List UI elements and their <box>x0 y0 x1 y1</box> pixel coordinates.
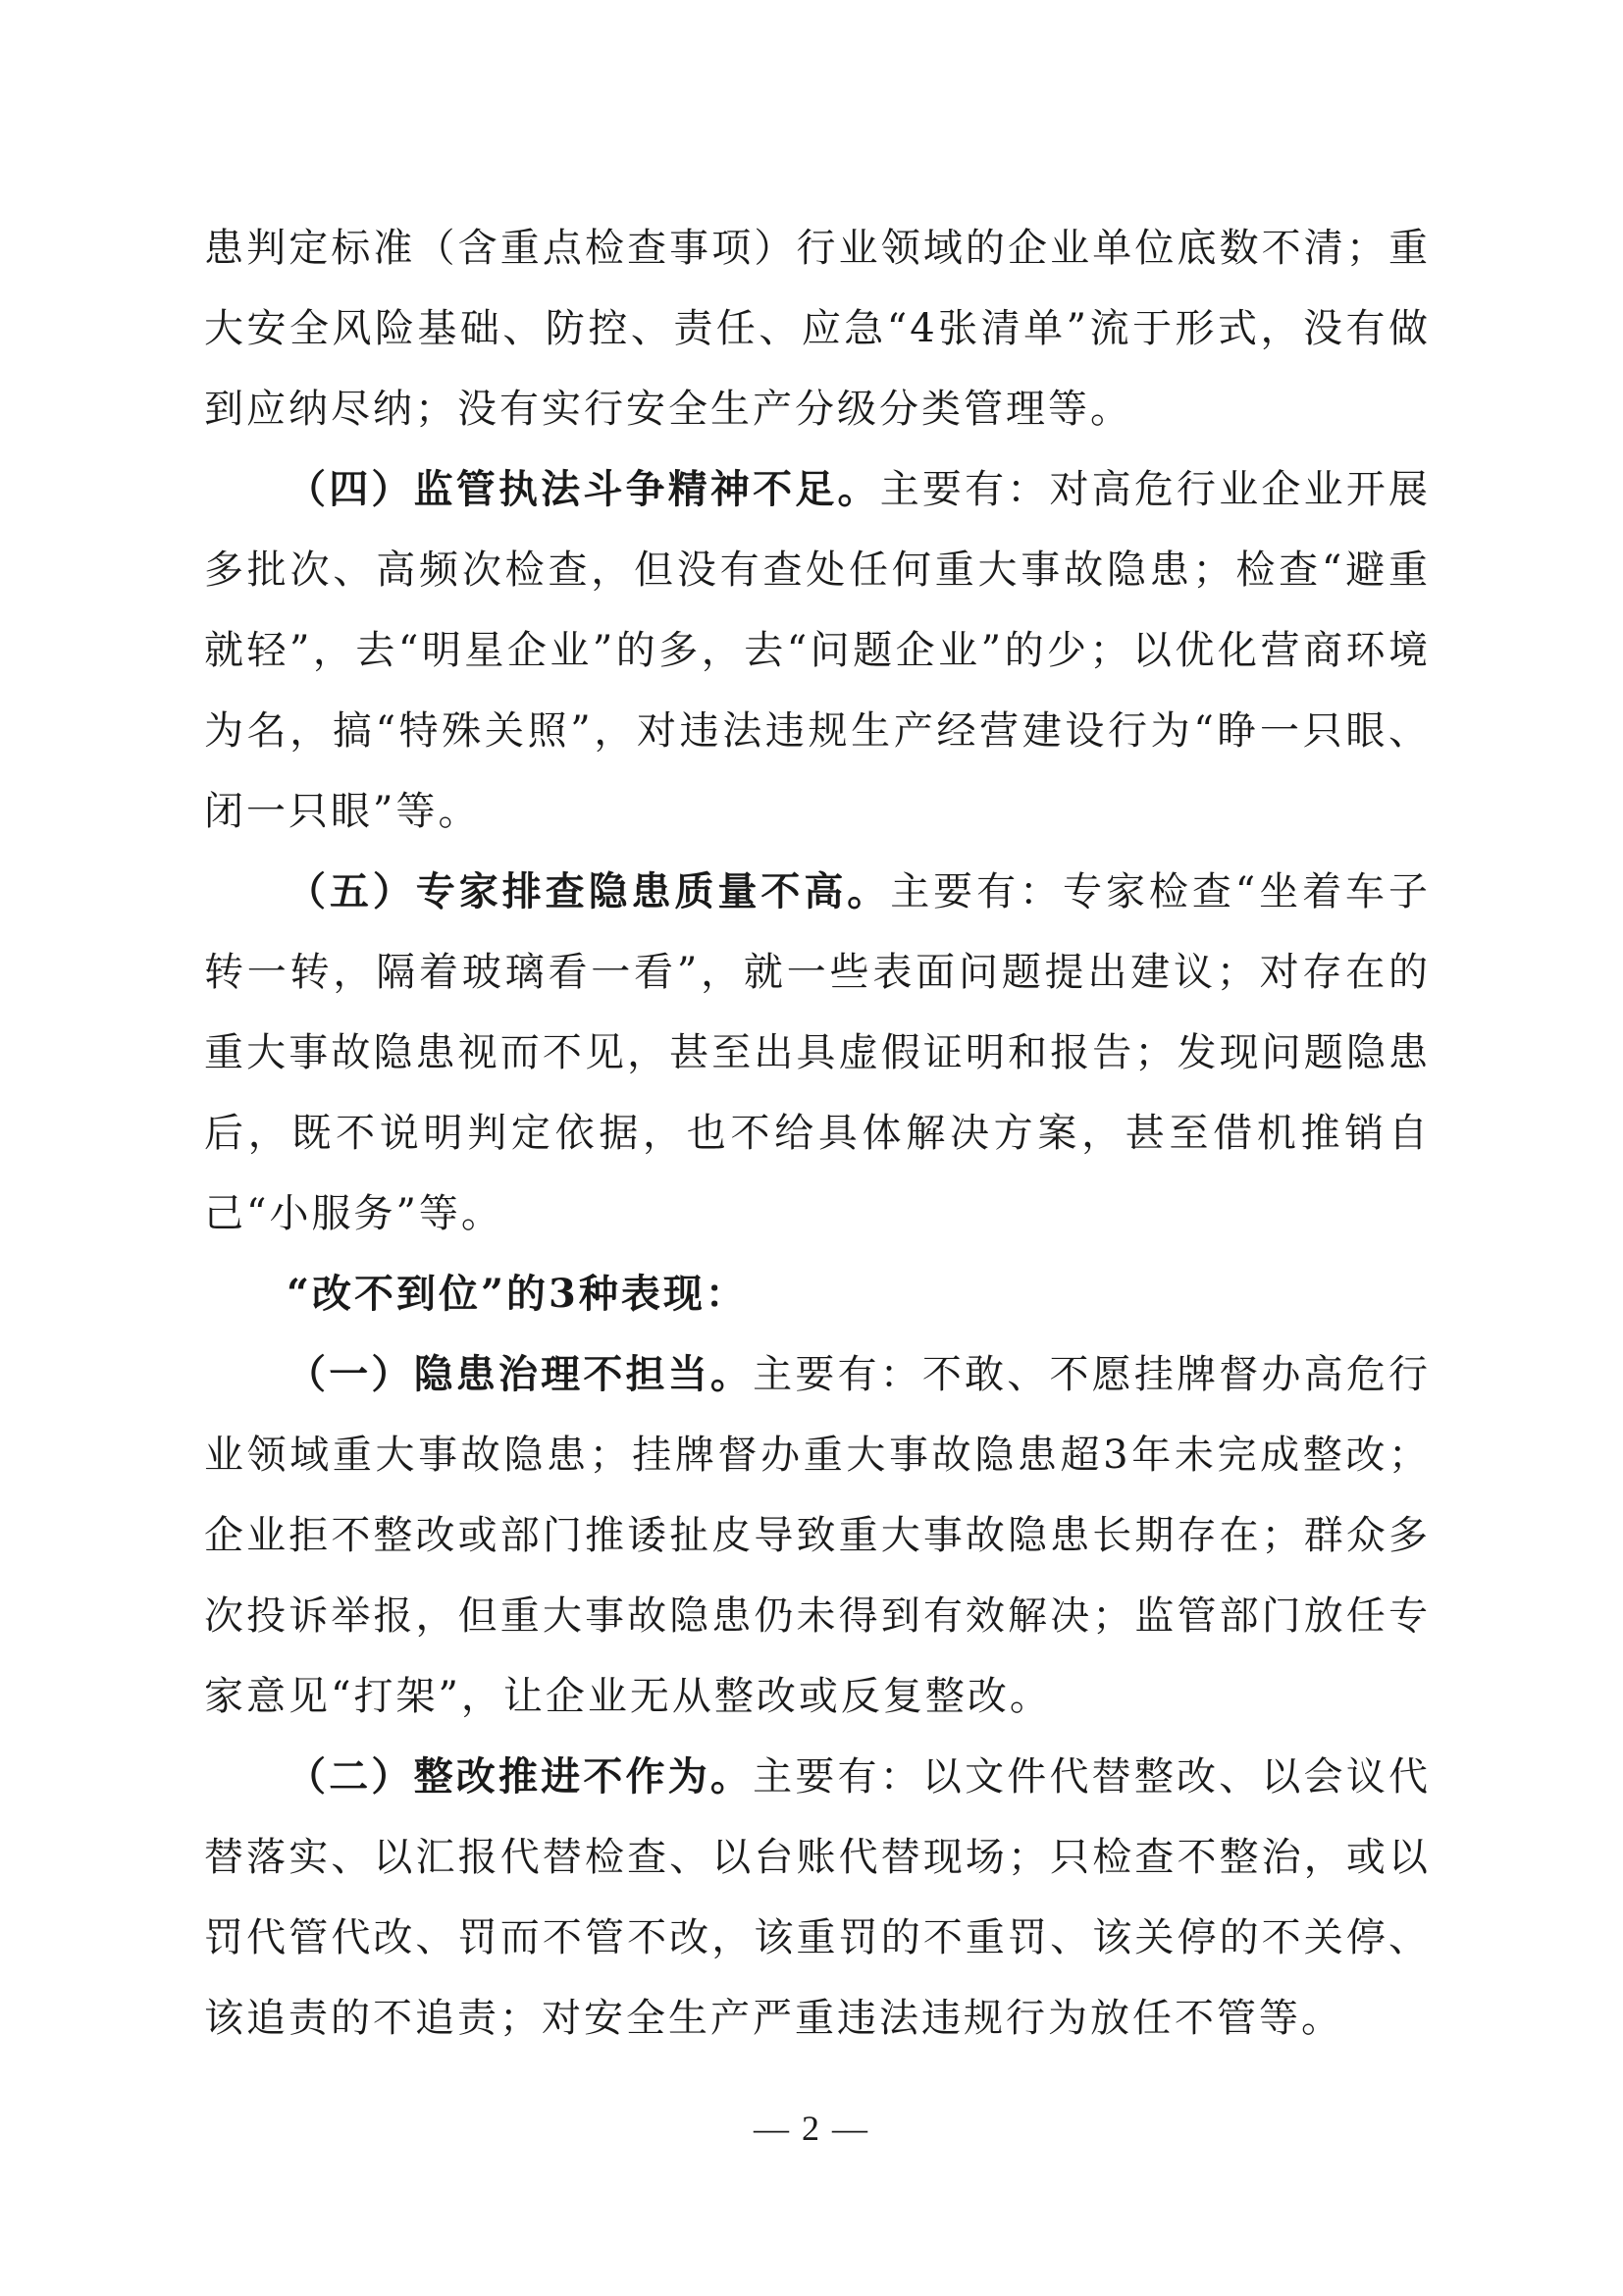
document-page <box>204 208 1431 2059</box>
paragraph-body: 主要有：以文件代替整改、以会议代替落实、以汇报代替检查、以台账代替现场；只检查不整治，或以罚代管代改、罚而不管不改，该重罚的不重罚、该关停的不关停、该追责的不追责；对安全生产严重违法违规行为放任不管等。 <box>204 1754 1432 2041</box>
paragraph-body: 患判定标准（含重点检查事项）行业领域的企业单位底数不清；重大安全风险基础、防控、责任、应急“4张清单”流于形式，没有做到应纳尽纳；没有实行安全生产分级分类管理等。 <box>204 226 1431 432</box>
paragraph-continued <box>204 208 1431 449</box>
paragraph-lead: （五）专家排查隐患质量不高。 <box>287 868 891 914</box>
paragraph-body: 主要有：不敢、不愿挂牌督办高危行业领域重大事故隐患；挂牌督办重大事故隐患超3年未完成整改；企业拒不整改或部门推诿扯皮导致重大事故隐患长期存在；群众多次投诉举报，但重大事故隐患仍未得到有效解决；监管部门放任专家意见“打架”，让企业无从整改或反复整改。 <box>204 1352 1432 1719</box>
paragraph-hazard-governance <box>204 1334 1431 1737</box>
paragraph-expert-inspection <box>204 852 1431 1254</box>
paragraph-body: 主要有：对高危行业企业开展多批次、高频次检查，但没有查处任何重大事故隐患；检查“避重就轻”，去“明星企业”的多，去“问题企业”的少；以优化营商环境为名，搞“特殊关照”，对违法违规生产经营建设行为“睁一只眼、闭一只眼”等。 <box>204 467 1432 834</box>
section-heading: “改不到位”的3种表现： <box>287 1271 748 1317</box>
paragraph-body: 主要有：专家检查“坐着车子转一转，隔着玻璃看一看”，就一些表面问题提出建议；对存在的重大事故隐患视而不见，甚至出具虚假证明和报告；发现问题隐患后，既不说明判定依据，也不给具体解决方案，甚至借机推销自己“小服务”等。 <box>204 869 1431 1236</box>
page-number: — 2 — <box>754 2109 869 2148</box>
paragraph-supervision-enforcement <box>204 449 1431 852</box>
paragraph-lead: （四）监管执法斗争精神不足。 <box>287 466 880 512</box>
paragraph-lead: （一）隐患治理不担当。 <box>287 1351 754 1397</box>
paragraph-rectification-progress <box>204 1737 1431 2059</box>
paragraph-lead: （二）整改推进不作为。 <box>287 1753 754 1800</box>
